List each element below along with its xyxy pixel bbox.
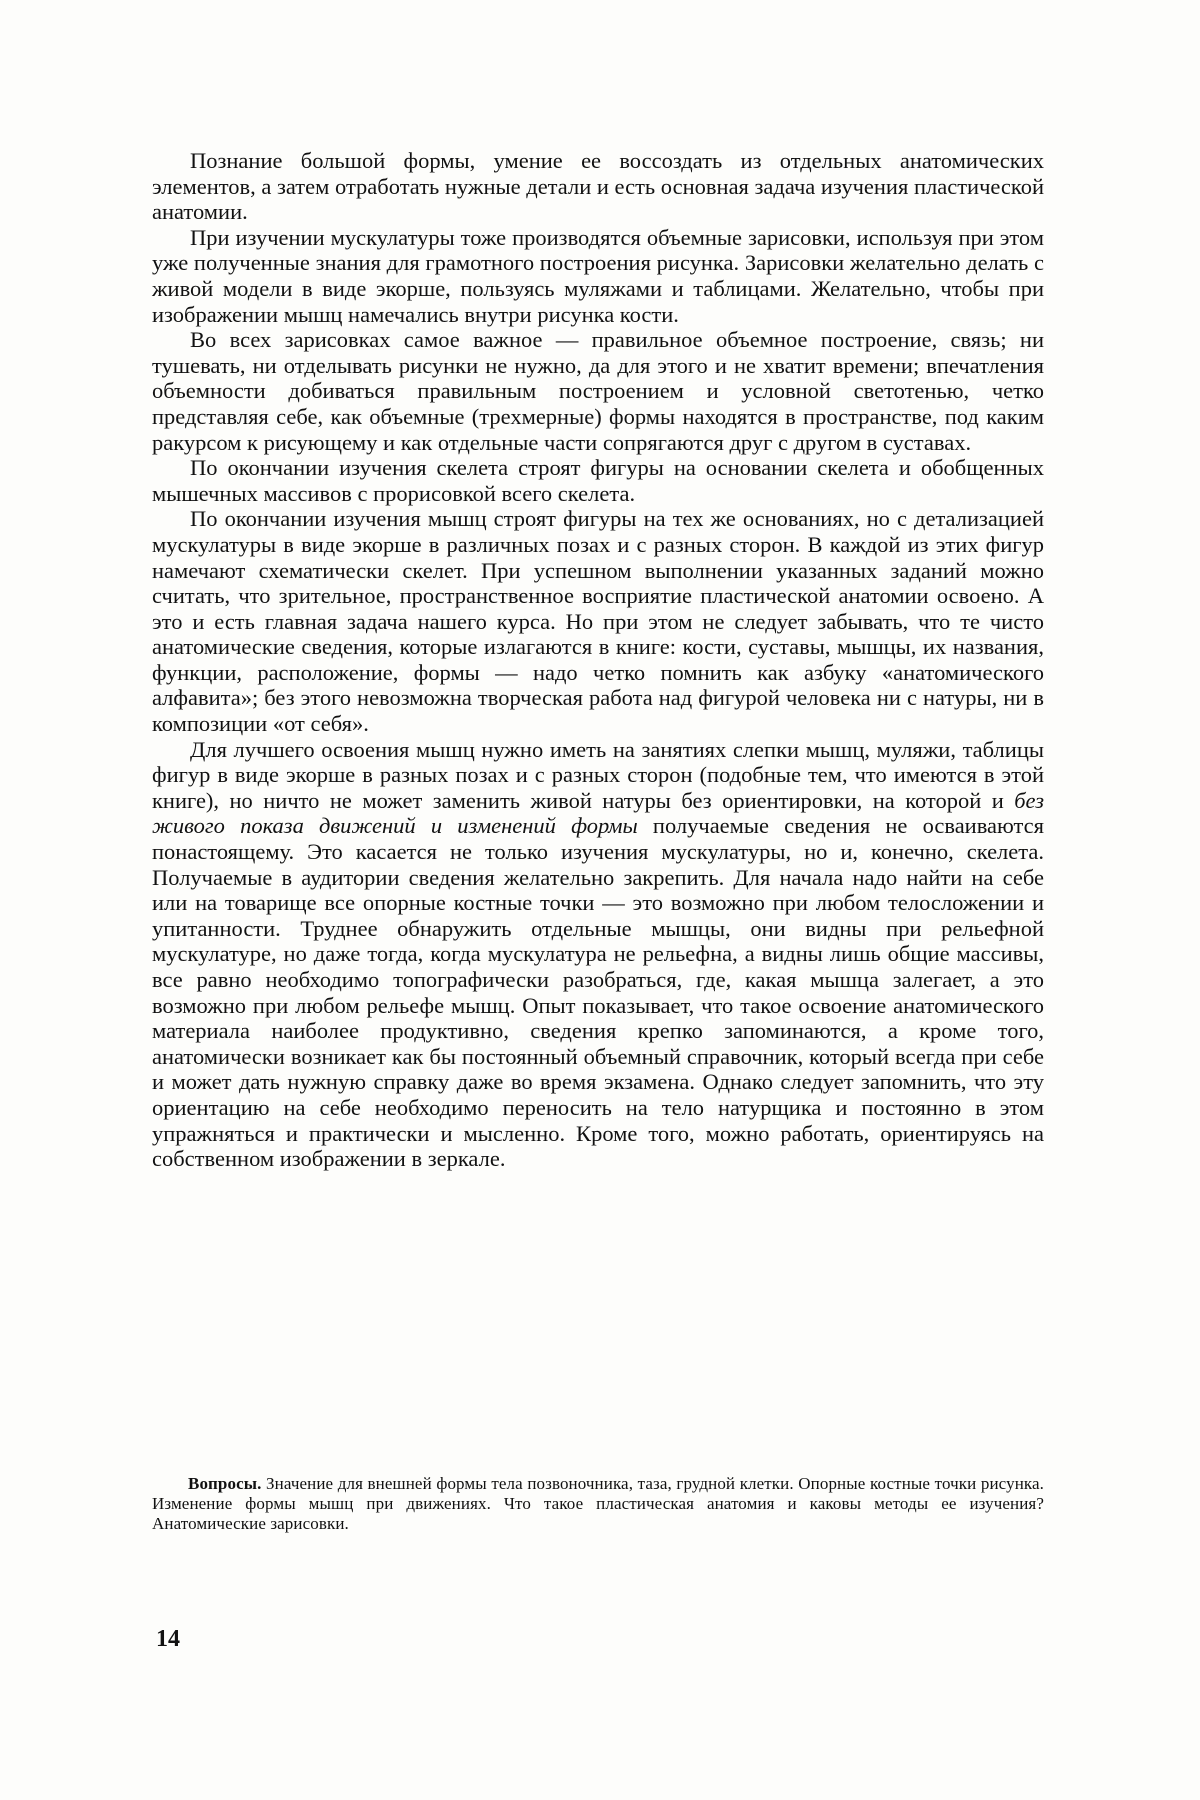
paragraph-6-end: получаемые сведения не осваиваются понастоящему. Это касается не только изучения мускулатуры, но и, конечно, скелета. Получаемые в аудитории сведения желательно закрепить. Для начала надо найти на себе или на товарище все опорные костные точки — это возможно при любом телосложении и упитанности. Труднее обнаружить отдельные мышцы, они видны при рельефной мускулатуре, но даже тогда, когда мускулатура не рельефна, а видны лишь общие массивы, все равно необходимо топографически разобраться, где, какая мышца залегает, а это возможно при любом рельефе мышц. Опыт показывает, что такое освоение анатомического материала наиболее продуктивно, сведения крепко запоминаются, а кроме того, анатомически возникает как бы постоянный объемный справочник, который всегда при себе и может дать нужную справку даже во время экзамена. Однако следует запомнить, что эту ориентацию на себе необходимо переносить на тело натурщика и постоянно в этом упражняться и практически и мысленно. Кроме того, можно работать, ориентируясь на собственном изображении в зеркале. (152, 813, 1044, 1172)
paragraph-4: По окончании изучения скелета строят фигуры на основании скелета и обобщенных мышечных массивов с прорисовкой всего скелета. (152, 455, 1044, 506)
paragraph-6 (152, 737, 1044, 1172)
paragraph-2: При изучении мускулатуры тоже производятся объемные зарисовки, используя при этом уже полученные знания для грамотного построения рисунка. Зарисовки желательно делать с живой модели в виде экорше, пользуясь муляжами и таблицами. Желательно, чтобы при изображении мышц намечались внутри рисунка кости. (152, 224, 1044, 327)
paragraph-1: Познание большой формы, умение ее воссоздать из отдельных анатомических элементов, а затем отработать нужные детали и есть основная задача изучения пластической анатомии. (152, 148, 1044, 225)
body-text (152, 148, 1044, 1172)
paragraph-6-start: Для лучшего освоения мышц нужно иметь на занятиях слепки мышц, муляжи, таблицы фигур в виде экорше в разных позах и с разных сторон (подобные тем, что имеются в этой книге), но ничто не может заменить живой натуры без ориентировки, на которой и (152, 736, 1044, 813)
questions-block (152, 1474, 1044, 1534)
paragraph-6-italic-phrase: без живого показа движений и изменений формы (152, 787, 1044, 839)
questions-text: Значение для внешней формы тела позвоночника, таза, грудной клетки. Опорные костные точки рисунка. Изменение формы мышц при движениях. Что такое пластическая анатомия и каковы методы ее изучения? Анатомические зарисовки. (152, 1474, 1044, 1533)
paragraph-3: Во всех зарисовках самое важное — правильное объемное построение, связь; ни тушевать, ни отделывать рисунки не нужно, да для этого и не хватит времени; впечатления объемности добиваться правильным построением и условной светотенью, четко представляя себе, как объемные (трехмерные) формы находятся в пространстве, под каким ракурсом к рисующему и как отдельные части сопрягаются друг с другом в суставах. (152, 327, 1044, 455)
questions-label: Вопросы. (188, 1474, 262, 1493)
page-number: 14 (156, 1626, 180, 1652)
paragraph-5: По окончании изучения мышц строят фигуры на тех же основаниях, но с детализацией мускулатуры в виде экорше в различных позах и с разных сторон. В каждой из этих фигур намечают схематически скелет. При успешном выполнении указанных заданий можно считать, что зрительное, пространственное восприятие пластической анатомии освоено. А это и есть главная задача нашего курса. Но при этом не следует забывать, что те чисто анатомические сведения, которые излагаются в книге: кости, суставы, мышцы, их названия, функции, расположение, формы — надо четко помнить как азбуку «анатомического алфавита»; без этого невозможна творческая работа над фигурой человека ни с натуры, ни в композиции «от себя». (152, 506, 1044, 737)
